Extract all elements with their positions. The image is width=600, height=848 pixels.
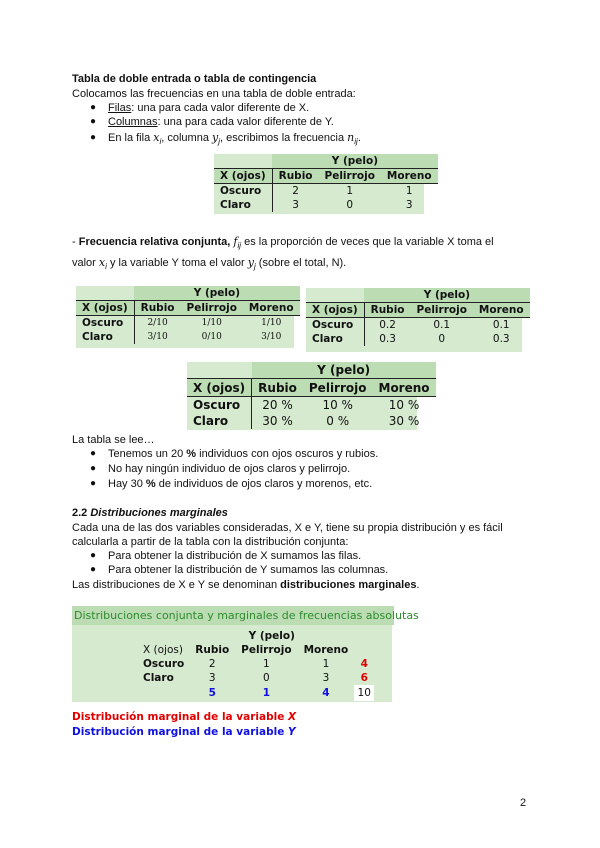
list-item: ● Tenemos un 20 % individuos con ojos oscuros y rubios. xyxy=(90,448,379,460)
col-total: 5 xyxy=(208,687,216,699)
contingency-table-percent xyxy=(187,362,430,430)
legend-marginal-x: Distribución marginal de la variable X xyxy=(72,711,297,723)
col-header: Rubio xyxy=(272,169,318,184)
legend-marginal-y: Distribución marginal de la variable Y xyxy=(72,726,296,738)
row-total: 6 xyxy=(360,672,368,684)
reading-intro: La tabla se lee… xyxy=(72,434,155,446)
table-row: Oscuro 2 1 1 4 xyxy=(138,657,374,671)
bullet-icon: ● xyxy=(90,448,97,459)
col-header: Pelirrojo xyxy=(241,644,292,656)
col-header: Pelirrojo xyxy=(411,303,473,318)
table-row: Oscuro 2 1 1 xyxy=(214,184,438,199)
bullet-icon: ● xyxy=(90,132,97,143)
col-total: 1 xyxy=(262,687,271,699)
section-heading: 2.2 Distribuciones marginales xyxy=(72,507,228,519)
bullet-icon: ● xyxy=(90,102,97,113)
paragraph-line: Cada una de las dos variables consideradas, X e Y, tiene su propia distribución y es fácil xyxy=(72,522,503,534)
bullet-icon: ● xyxy=(90,550,97,561)
figure-banner: Distribuciones conjunta y marginales de frecuencias absolutas xyxy=(72,606,394,625)
table-row: Oscuro 2/10 1/10 1/10 xyxy=(76,316,300,331)
col-group-header: Y (pelo) xyxy=(252,362,436,379)
col-header: Moreno xyxy=(303,644,349,656)
list-item: ● En la fila $x_i$, columna $y_j$, escribimos la frecuencia $n_{ij}$. xyxy=(90,131,361,146)
table-row: Claro 30 % 0 % 30 % xyxy=(187,413,436,429)
paragraph-line: calcularla a partir de la tabla con la distribución conjunta: xyxy=(72,536,349,548)
grand-total: 10 xyxy=(354,685,374,701)
col-header: Moreno xyxy=(243,301,300,316)
row-total: 4 xyxy=(360,658,368,670)
list-item: ● Filas: una para cada valor diferente de X. xyxy=(90,102,310,114)
bullet-icon: ● xyxy=(90,116,97,127)
contingency-table-decimals xyxy=(306,288,522,352)
col-header: Pelirrojo xyxy=(181,301,243,316)
row-group-header: X (ojos) xyxy=(76,301,134,316)
rel-freq-line-2: valor $x_i$ y la variable Y toma el valor $y_j$ (sobre el total, N). xyxy=(72,256,347,271)
col-header: Rubio xyxy=(134,301,180,316)
page-number: 2 xyxy=(520,797,527,809)
totals-row xyxy=(138,685,374,701)
col-header: Rubio xyxy=(252,379,303,397)
contingency-table-fractions xyxy=(76,286,294,348)
col-group-header: Y (pelo) xyxy=(364,288,529,303)
col-header: Rubio xyxy=(364,303,410,318)
list-item: ● Hay 30 % de individuos de ojos claros y morenos, etc. xyxy=(90,478,373,490)
table-row: Claro 3/10 0/10 3/10 xyxy=(76,330,300,344)
list-item: ● No hay ningún individuo de ojos claros y pelirrojo. xyxy=(90,463,351,475)
rel-freq-line-1: - Frecuencia relativa conjunta, $f_{ij}$ es la proporción de veces que la variable X toma el xyxy=(72,235,494,250)
table-row: Oscuro 0.2 0.1 0.1 xyxy=(306,318,530,333)
table-row: Claro 0.3 0 0.3 xyxy=(306,332,530,346)
col-group-header: Y (pelo) xyxy=(248,629,295,642)
col-header: Moreno xyxy=(373,379,436,397)
marginal-figure xyxy=(72,606,419,702)
row-group-header: X (ojos) xyxy=(214,169,272,184)
list-item: ● Para obtener la distribución de Y sumamos las columnas. xyxy=(90,564,389,576)
contingency-table-absolute xyxy=(214,154,432,214)
col-group-header: Y (pelo) xyxy=(134,286,299,301)
col-header: Moreno xyxy=(381,169,438,184)
list-item: ● Para obtener la distribución de X sumamos las filas. xyxy=(90,550,362,562)
col-header: Pelirrojo xyxy=(303,379,373,397)
col-total: 4 xyxy=(322,687,330,699)
intro-text: Colocamos las frecuencias en una tabla de doble entrada: xyxy=(72,88,356,100)
list-item: ● Columnas: una para cada valor diferente de Y. xyxy=(90,116,334,128)
table-row: Oscuro 20 % 10 % 10 % xyxy=(187,397,436,414)
paragraph-line: Las distribuciones de X e Y se denominan distribuciones marginales. xyxy=(72,579,420,591)
bullet-icon: ● xyxy=(90,564,97,575)
section-title: Tabla de doble entrada o tabla de contingencia xyxy=(72,73,317,85)
row-group-header: X (ojos) xyxy=(187,379,252,397)
bullet-icon: ● xyxy=(90,478,97,489)
row-group-header: X (ojos) xyxy=(306,303,364,318)
col-header: Rubio xyxy=(195,644,230,656)
row-group-header: X (ojos) xyxy=(143,644,183,656)
table-row: Claro 3 0 3 xyxy=(214,198,438,212)
bullet-icon: ● xyxy=(90,463,97,474)
col-group-header: Y (pelo) xyxy=(272,154,437,169)
col-header: Moreno xyxy=(473,303,530,318)
col-header: Pelirrojo xyxy=(319,169,381,184)
table-row: Claro 3 0 3 6 xyxy=(138,671,374,685)
